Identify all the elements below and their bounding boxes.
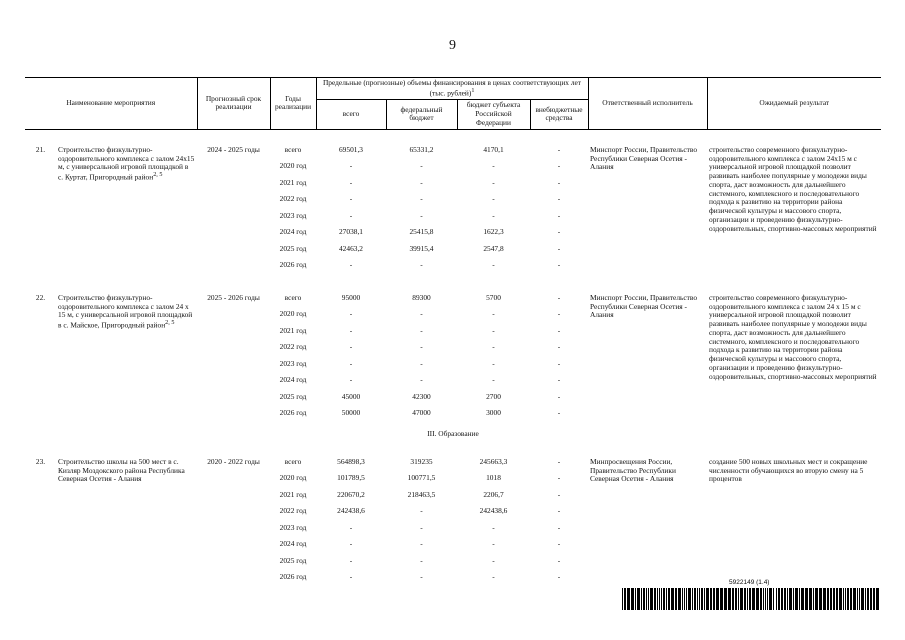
cell-year: 2022 год [279,194,307,204]
header-period: Прогнозный срок реализации [197,78,270,130]
cell-federal: - [420,309,423,319]
cell-subject: - [492,572,495,582]
cell-total: 242438,6 [337,506,365,516]
barcode-bar [666,588,667,610]
cell-total: 101789,5 [337,473,365,483]
header-result: Ожидаемый результат [707,78,881,130]
cell-total: - [349,260,353,270]
row-number: 22. [35,292,46,302]
barcode-bar [668,588,670,610]
cell-subject: - [492,539,495,549]
barcode-bar [678,588,681,610]
cell-subject: - [492,177,495,187]
barcode-bar [641,588,642,610]
barcode-bar [827,588,829,610]
cell-subject: - [492,325,495,335]
header-years: Годы реализации [270,78,316,130]
cell-federal: 39915,4 [409,243,434,253]
implementation-period: 2024 - 2025 годы [207,144,260,154]
barcode-bar [756,588,759,610]
barcode-bar [671,588,674,610]
cell-total: - [349,522,353,532]
barcode-bar [724,588,727,610]
barcode-bar [646,588,647,610]
barcode-bar [697,588,698,610]
cell-extra: - [557,506,561,516]
cell-subject: 3000 [486,408,501,418]
barcode-bar [784,588,786,610]
barcode-bar [853,588,856,610]
barcode-bar [747,588,748,610]
barcode-bar [710,588,712,610]
barcode-bar [773,588,774,610]
cell-federal: - [420,342,423,352]
footnote-ref: 2, 5 [153,172,163,179]
barcode-bar [631,588,634,610]
activity-name [56,146,197,278]
cell-subject: 2700 [486,391,501,401]
cell-federal: - [420,358,423,368]
cell-subject: 5700 [486,292,501,302]
cell-year: 2022 год [279,506,307,516]
cell-federal: - [420,210,423,220]
cell-subject: 242438,6 [479,506,508,516]
barcode-bar [769,588,772,610]
barcode-bar [845,588,846,610]
cell-year: всего [284,456,302,466]
cell-subject: - [492,555,495,565]
cell-total: - [349,358,353,368]
cell-extra: - [557,408,561,418]
implementation-period: 2020 - 2022 годы [207,456,260,466]
cell-federal: - [420,572,423,582]
barcode-bar [684,588,685,610]
barcode-bar [781,588,783,610]
cell-year: всего [284,144,302,154]
cell-total: - [349,325,353,335]
cell-federal: 42300 [412,391,431,401]
activity-name-text: Строительство школы на 500 мест в с. Кизляр Моздокского района Республика Северная Осетия - Алания [58,456,185,484]
barcode-bar [865,588,866,610]
barcode-bar [637,588,640,610]
table-row [25,458,881,475]
cell-total: - [349,161,353,171]
cell-total: 42463,2 [338,243,364,253]
header-extra: внебюджетные средства [530,99,588,129]
barcode-bar [701,588,703,610]
barcode-bar [663,588,665,610]
cell-total: 69501,3 [338,144,364,154]
barcode-bar [675,588,677,610]
cell-year: 2021 год [279,325,307,335]
barcode-image [622,588,880,610]
cell-extra: - [557,456,561,466]
cell-year: 2025 год [279,555,307,565]
cell-federal: 319235 [410,456,433,466]
barcode-bar [805,588,808,610]
barcode-bar [661,588,662,610]
cell-subject: - [492,161,495,171]
header-federal: федеральный бюджет [386,99,457,129]
cell-subject: 2547,8 [483,243,504,253]
cell-year: 2026 год [279,408,307,418]
cell-subject: 1622,3 [483,227,504,237]
cell-extra: - [557,243,561,253]
barcode-bar [876,588,879,610]
barcode-bar [704,588,705,610]
barcode-bar [767,588,768,610]
barcode-bar [778,588,780,610]
cell-total: 564898,3 [337,456,365,466]
cell-federal: - [420,260,423,270]
barcode-bar [732,588,734,610]
barcode-bar [752,588,755,610]
cell-subject: 245663,3 [479,456,508,466]
cell-subject: - [492,342,495,352]
cell-federal: 65331,2 [409,144,434,154]
cell-total: 95000 [341,292,361,302]
cell-extra: - [557,539,561,549]
barcode-bar [850,588,852,610]
row-number: 23. [35,456,46,466]
barcode-bar [713,588,715,610]
cell-year: 2023 год [279,522,307,532]
barcode-bar [682,588,683,610]
table-row [25,146,881,163]
cell-year: 2024 год [279,539,307,549]
cell-federal: - [420,177,423,187]
cell-extra: - [557,358,561,368]
row-number: 21. [35,144,46,154]
barcode-bar [801,588,804,610]
barcode-bar [861,588,864,610]
barcode-bar [819,588,822,610]
cell-extra: - [557,489,561,499]
cell-total: - [349,539,353,549]
barcode-bar [870,588,872,610]
barcode-bar [830,588,832,610]
cell-year: 2026 год [279,260,307,270]
cell-extra: - [557,555,561,565]
barcode-bar [776,588,777,610]
barcode-bar [654,588,656,610]
cell-year: 2020 год [279,309,307,319]
cell-subject: - [492,210,495,220]
cell-subject: - [492,375,495,385]
barcode-bar [795,588,798,610]
cell-total: - [349,555,353,565]
cell-subject: - [492,194,495,204]
cell-year: 2023 год [279,358,307,368]
barcode-bar [706,588,709,610]
section-title: III. Образование [427,428,479,438]
cell-federal: 89300 [412,292,431,302]
cell-total: - [349,342,353,352]
cell-extra: - [557,292,561,302]
cell-year: 2026 год [279,572,307,582]
barcode-bar [648,588,649,610]
cell-subject: - [492,522,495,532]
expected-result: строительство современного физкультурно-оздоровительного комплекса с залом 24 х 15 м с универсальной игровой площадкой позволит развивать наиболее популярные у молодежи виды спорта, даст возможность для дальнейшего системного, комплексного и последовательного подхода к развитию на территории района физической культуры и массового спорта, организации и проведению физкультурно-оздоровительных, спортивно-массовых мероприятий [709,292,877,381]
cell-extra: - [557,227,561,237]
barcode-number: 5922149 (1.4) [729,579,770,586]
barcode-bar [787,588,788,610]
cell-extra: - [557,210,561,220]
cell-year: 2021 год [279,177,307,187]
cell-subject: 1018 [486,473,501,483]
cell-extra: - [557,194,561,204]
cell-year: 2024 год [279,375,307,385]
cell-total: 50000 [341,408,361,418]
barcode-bar [833,588,835,610]
activity-name-text: Строительство физкультурно-оздоровительного комплекса с залом 24х15 м, с универсальной игровой площадкой в с. Куртат, Пригородный район [58,144,195,182]
barcode-bar [738,588,739,610]
cell-extra: - [557,260,561,270]
cell-year: 2023 год [279,210,307,220]
cell-year: 2024 год [279,227,307,237]
cell-extra: - [557,375,561,385]
cell-federal: - [420,325,423,335]
barcode-bar [823,588,826,610]
cell-subject: 4170,1 [483,144,504,154]
cell-extra: - [557,391,561,401]
barcode-bar [760,588,762,610]
cell-federal: - [420,161,423,171]
barcode-bar [659,588,660,610]
responsible-executor: Минспорт России, Правительство Республики Северная Осетия - Алания [590,292,698,320]
cell-federal: 47000 [412,408,431,418]
cell-total: - [349,210,353,220]
barcode-bar [692,588,693,610]
barcode-bar [843,588,844,610]
cell-total: 220670,2 [337,489,365,499]
expected-result: строительство современного физкультурно-оздоровительного комплекса с залом 24х15 м с универсальной игровой площадкой позволит развивать наиболее популярные у молодежи виды спорта, даст возможность для дальнейшего системного, комплексного и последовательного подхода к развитию на территории района физической культуры и массового спорта, организации и проведению физкультурно-оздоровительных, спортивно-массовых мероприятий [709,144,877,233]
barcode-bar [627,588,630,610]
barcode-bar [624,588,626,610]
barcode-bar [716,588,719,610]
cell-federal: 25415,8 [409,227,434,237]
barcode-bar [793,588,794,610]
barcode-bar [799,588,800,610]
cell-year: всего [284,292,302,302]
cell-federal: - [420,522,423,532]
barcode-bar [643,588,645,610]
barcode-bar [813,588,814,610]
cell-federal: - [420,555,423,565]
barcode-bar [809,588,812,610]
barcode-bar [873,588,875,610]
footnote-ref: 2, 5 [165,320,175,327]
barcode-bar [744,588,746,610]
cell-year: 2022 год [279,342,307,352]
cell-extra: - [557,325,561,335]
header-total: всего [316,99,386,129]
cell-year: 2025 год [279,243,307,253]
cell-federal: - [420,375,423,385]
cell-subject: 2206,7 [483,489,504,499]
cell-federal: 100771,5 [407,473,436,483]
cell-extra: - [557,309,561,319]
implementation-period: 2025 - 2026 годы [207,292,260,302]
cell-federal: - [420,506,423,516]
cell-total: - [349,309,353,319]
cell-total: 45000 [341,391,361,401]
barcode-bar [847,588,849,610]
responsible-executor: Минспорт России, Правительство Республики Северная Осетия - Алания [590,144,698,172]
cell-total: - [349,572,353,582]
barcode-bar [735,588,737,610]
barcode-bar [839,588,842,610]
header-funding: Предельные (прогнозные) объемы финансирования в ценах соответствующих лет (тыс. рублей)$^1$ [316,78,588,100]
cell-federal: - [420,539,423,549]
barcode-bar [857,588,858,610]
cell-extra: - [557,572,561,582]
barcode-bar [815,588,818,610]
barcode-bar [789,588,792,610]
barcode-bar [694,588,696,610]
cell-total: - [349,177,353,187]
activity-name [56,458,197,590]
barcode-bar [728,588,731,610]
barcode-bar [657,588,658,610]
cell-year: 2020 год [279,473,307,483]
barcode-bar [720,588,723,610]
cell-extra: - [557,342,561,352]
cell-federal: - [420,194,423,204]
cell-year: 2021 год [279,489,307,499]
activity-name-text: Строительство физкультурно-оздоровительного комплекса с залом 24 х 15 м, с универсальной игровой площадкой в с. Майское, Пригородный район [58,292,193,330]
cell-total: 27038,1 [338,227,364,237]
barcode-bar [686,588,687,610]
header-executor: Ответственный исполнитель [588,78,707,130]
cell-federal: 218463,5 [407,489,436,499]
financing-table [25,77,881,590]
cell-year: 2025 год [279,391,307,401]
header-subject: бюджет субъекта Российской Федерации [457,99,530,129]
cell-total: - [349,194,353,204]
expected-result: создание 500 новых школьных мест и сокращение численности обучающихся во вторую смену на 5 процентов [709,456,868,484]
cell-extra: - [557,161,561,171]
barcode-bar [650,588,653,610]
barcode-bar [763,588,764,610]
section-row [25,426,881,442]
barcode-bar [622,588,623,610]
cell-extra: - [557,144,561,154]
cell-subject: - [492,309,495,319]
header-name: Наименование мероприятия [25,78,197,130]
cell-subject: - [492,260,495,270]
cell-extra: - [557,177,561,187]
cell-extra: - [557,522,561,532]
barcode-bar [867,588,869,610]
cell-total: - [349,375,353,385]
cell-subject: - [492,358,495,368]
barcode-bar [836,588,838,610]
barcode-bar [765,588,766,610]
responsible-executor: Минпросвещения России, Правительство Республики Северная Осетия - Алания [590,456,676,484]
barcode-bar [740,588,743,610]
barcode-bar [859,588,860,610]
barcode-bar [699,588,700,610]
table-row [25,294,881,311]
page-number: 9 [449,38,456,53]
barcode-bar [688,588,691,610]
barcode-bar [749,588,751,610]
barcode-bar [635,588,636,610]
activity-name [56,294,197,426]
cell-extra: - [557,473,561,483]
cell-year: 2020 год [279,161,307,171]
